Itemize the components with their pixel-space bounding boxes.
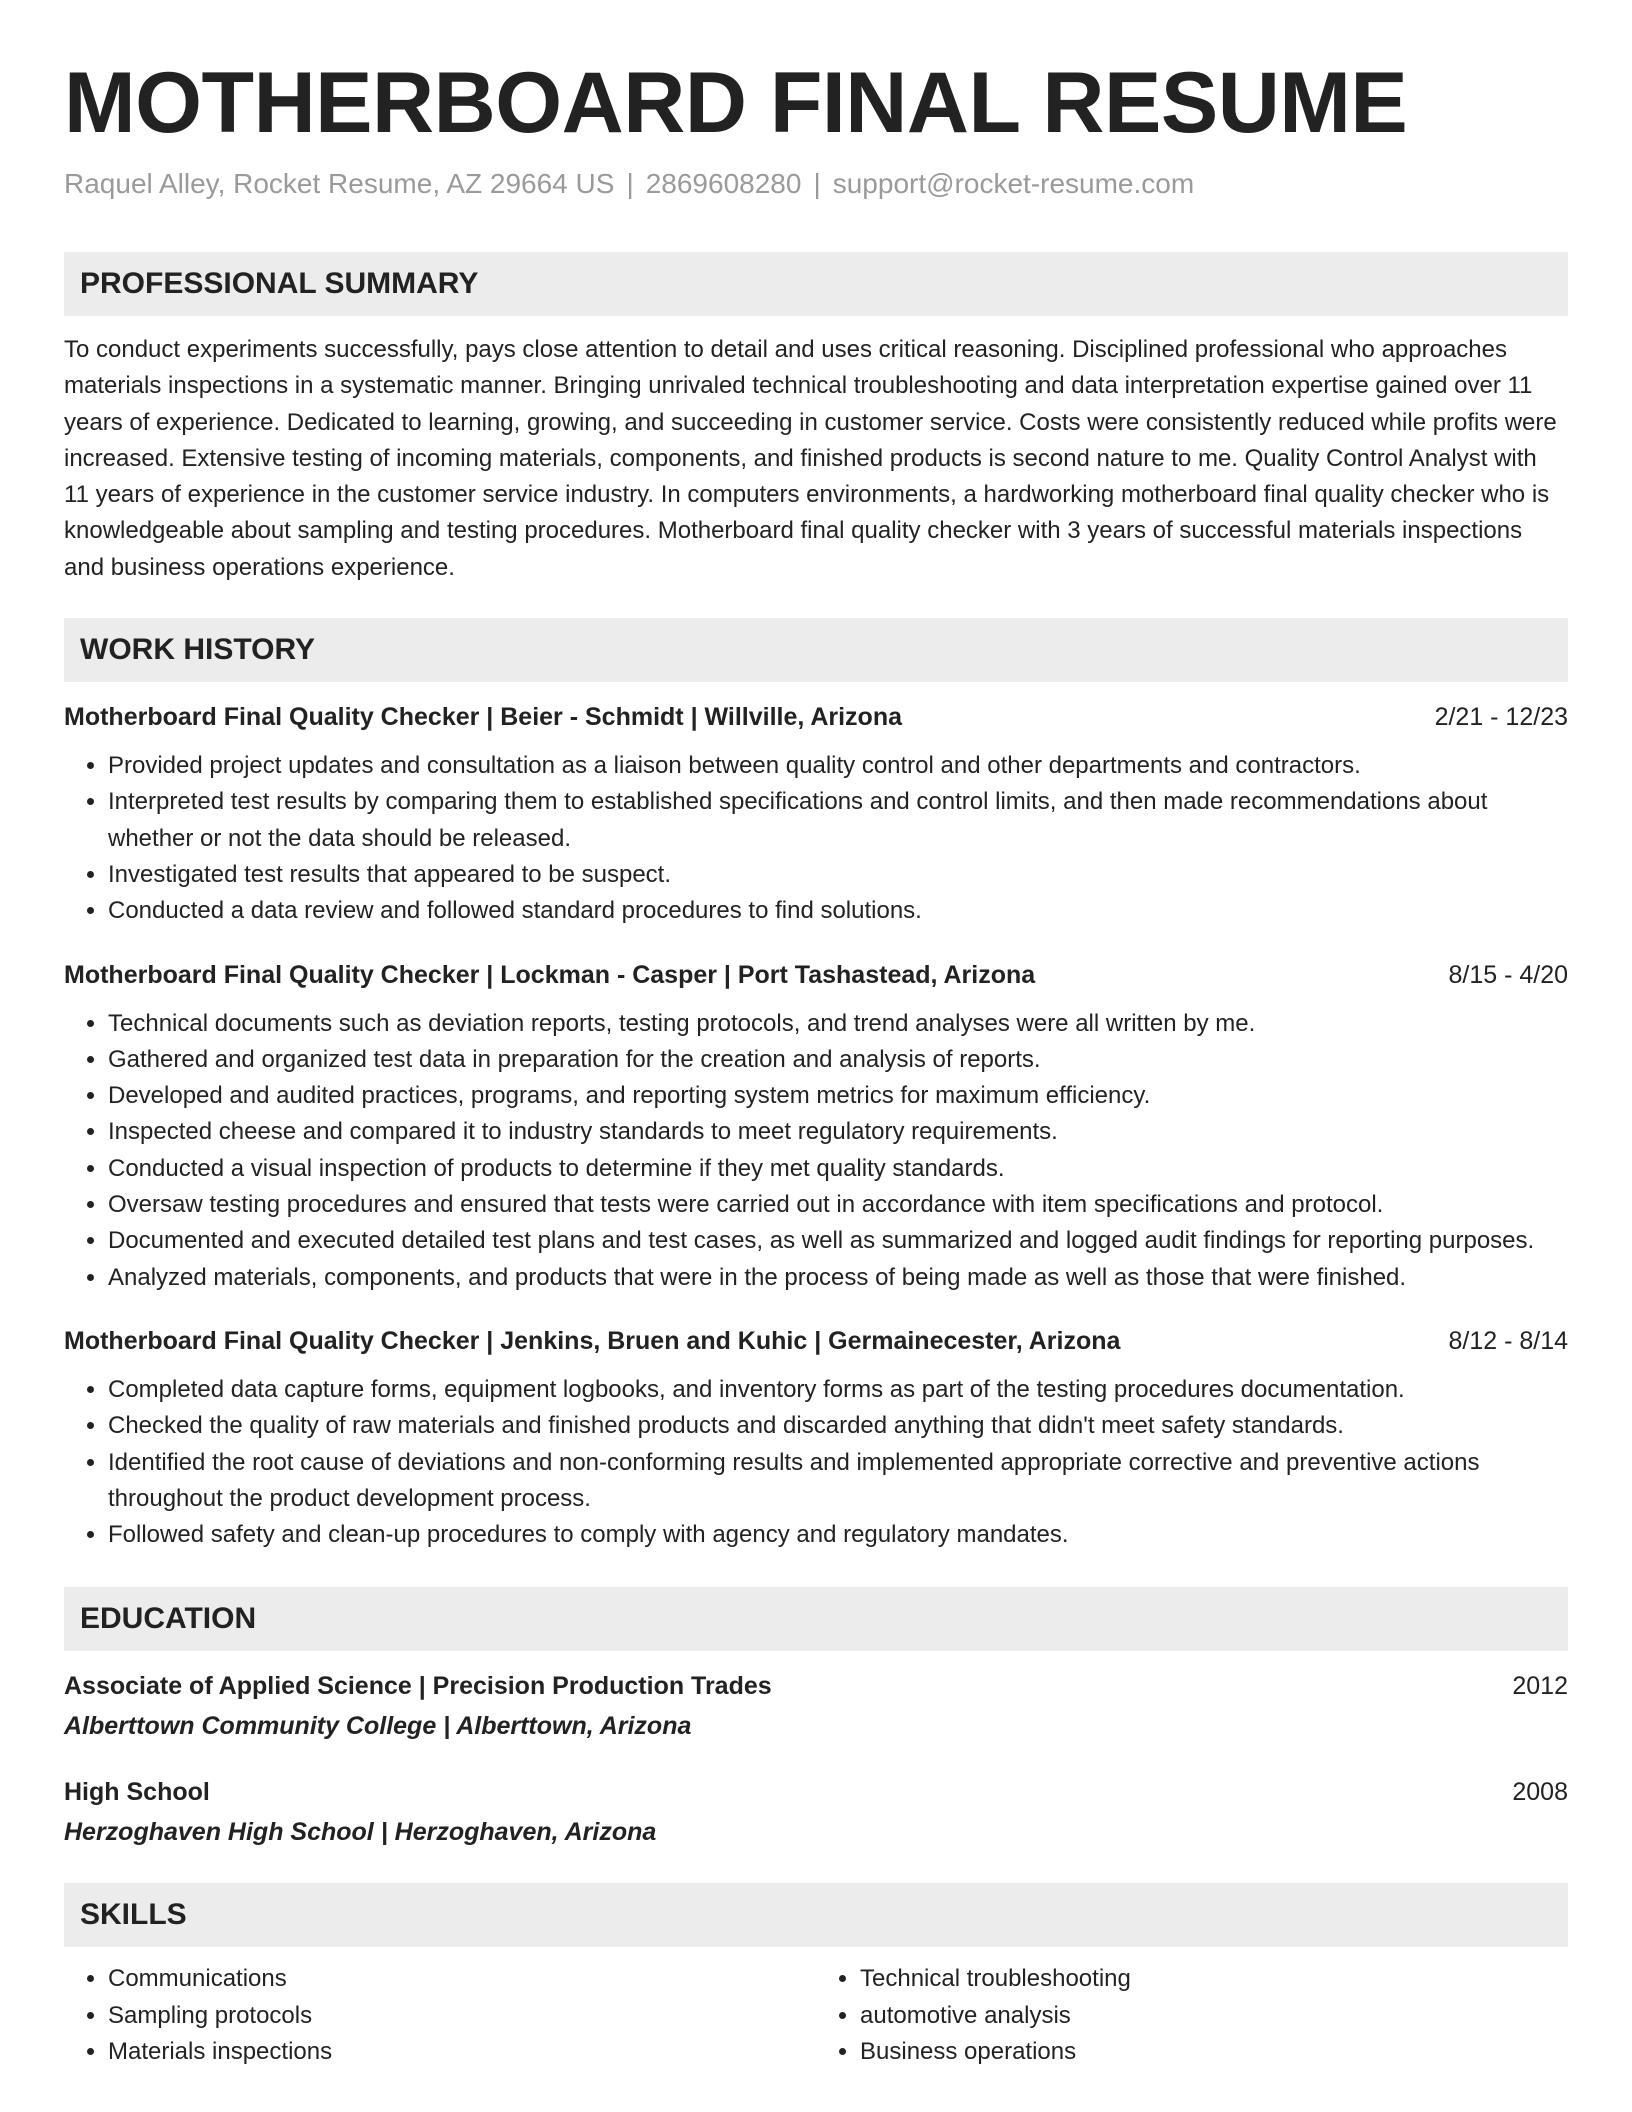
job-bullet: • Identified the root cause of deviations and non-conforming results and implemented appropriate corrective and preventive actions throughout the product development process. — [108, 1445, 1568, 1518]
contact-address: Raquel Alley, Rocket Resume, AZ 29664 US — [64, 168, 615, 199]
skill-item: • Business operations — [860, 2034, 1568, 2070]
education-school: Alberttown Community College | Alberttown, Arizona — [64, 1712, 692, 1741]
job-header — [64, 1324, 1568, 1358]
education-year: 2012 — [1512, 1672, 1568, 1701]
section-heading-education: EDUCATION — [64, 1587, 1568, 1651]
education-year: 2008 — [1512, 1778, 1568, 1807]
job-dates: 8/15 - 4/20 — [1448, 960, 1568, 989]
section-heading-summary: PROFESSIONAL SUMMARY — [64, 252, 1568, 316]
skill-item: • automotive analysis — [860, 1998, 1568, 2034]
job-bullets — [64, 1372, 1568, 1553]
skill-item: • Sampling protocols — [108, 1998, 816, 2034]
contact-line — [64, 166, 1568, 202]
skills-list — [64, 1961, 1568, 2070]
education-degree: Associate of Applied Science | Precision Production Trades — [64, 1672, 772, 1701]
skill-item: • Materials inspections — [108, 2034, 816, 2070]
education-degree: High School — [64, 1778, 210, 1807]
job-bullets — [64, 748, 1568, 929]
job-bullet: • Oversaw testing procedures and ensured that tests were carried out in accordance with item specifications and protocol. — [108, 1187, 1568, 1223]
summary-text: To conduct experiments successfully, pays close attention to detail and uses critical reasoning. Disciplined professional who approaches materials inspections in a systematic manner. Bringing unrivaled technical troubleshooting and data interpretation expertise gained over 11 years of experience. Dedicated to learning, growing, and succeeding in customer service. Costs were consistently reduced while profits were increased. Extensive testing of incoming materials, components, and finished products is second nature to me. Quality Control Analyst with 11 years of experience in the customer service industry. In computers environments, a hardworking motherboard final quality checker who is knowledgeable about sampling and testing procedures. Motherboard final quality checker with 3 years of successful materials inspections and business operations experience. — [64, 336, 1557, 581]
contact-phone: 2869608280 — [645, 168, 802, 199]
job-bullet: • Followed safety and clean-up procedures to comply with agency and regulatory mandates. — [108, 1517, 1568, 1553]
job-dates: 2/21 - 12/23 — [1434, 703, 1568, 732]
job-title: Motherboard Final Quality Checker | Lockman - Casper | Port Tashastead, Arizona — [64, 960, 1036, 989]
job-title: Motherboard Final Quality Checker | Jenkins, Bruen and Kuhic | Germainecester, Arizona — [64, 1326, 1121, 1355]
job-entry — [64, 958, 1568, 1296]
job-bullet: • Completed data capture forms, equipment logbooks, and inventory forms as part of the testing procedures documentation. — [108, 1372, 1568, 1408]
contact-email: support@rocket-resume.com — [832, 168, 1195, 199]
job-bullet: • Developed and audited practices, programs, and reporting system metrics for maximum efficiency. — [108, 1078, 1568, 1114]
skills-column-right — [816, 1961, 1568, 2070]
job-bullet: • Inspected cheese and compared it to industry standards to meet regulatory requirements. — [108, 1114, 1568, 1150]
skill-item: • Communications — [108, 1961, 816, 1997]
job-bullet: • Conducted a data review and followed standard procedures to find solutions. — [108, 893, 1568, 929]
job-bullet: • Checked the quality of raw materials and finished products and discarded anything that didn't meet safety standards. — [108, 1408, 1568, 1444]
education-header — [64, 1775, 1568, 1809]
job-header — [64, 958, 1568, 992]
job-entry — [64, 700, 1568, 929]
job-bullets — [64, 1006, 1568, 1296]
contact-separator: | — [626, 168, 634, 199]
job-bullet: • Gathered and organized test data in preparation for the creation and analysis of reports. — [108, 1042, 1568, 1078]
skills-column-left — [64, 1961, 816, 2070]
section-heading-skills: SKILLS — [64, 1883, 1568, 1947]
job-bullet: • Analyzed materials, components, and products that were in the process of being made as well as those that were finished. — [108, 1260, 1568, 1296]
job-entry — [64, 1324, 1568, 1553]
contact-separator: | — [813, 168, 821, 199]
job-bullet: • Conducted a visual inspection of products to determine if they met quality standards. — [108, 1151, 1568, 1187]
job-bullet: • Provided project updates and consultation as a liaison between quality control and other departments and contractors. — [108, 748, 1568, 784]
education-header — [64, 1669, 1568, 1703]
job-title: Motherboard Final Quality Checker | Beier - Schmidt | Willville, Arizona — [64, 703, 903, 732]
job-bullet: • Technical documents such as deviation reports, testing protocols, and trend analyses were all written by me. — [108, 1006, 1568, 1042]
job-dates: 8/12 - 8/14 — [1448, 1326, 1568, 1355]
education-school: Herzoghaven High School | Herzoghaven, Arizona — [64, 1818, 657, 1847]
education-entry — [64, 1669, 1568, 1743]
section-heading-work-history: WORK HISTORY — [64, 618, 1568, 682]
job-bullet: • Documented and executed detailed test plans and test cases, as well as summarized and logged audit findings for reporting purposes. — [108, 1223, 1568, 1259]
job-header — [64, 700, 1568, 734]
skill-item: • Technical troubleshooting — [860, 1961, 1568, 1997]
education-entry — [64, 1775, 1568, 1849]
resume-title: MOTHERBOARD FINAL RESUME — [64, 55, 1408, 151]
job-bullet: • Investigated test results that appeared to be suspect. — [108, 857, 1568, 893]
job-bullet: • Interpreted test results by comparing them to established specifications and control limits, and then made recommendations about whether or not the data should be released. — [108, 784, 1568, 857]
